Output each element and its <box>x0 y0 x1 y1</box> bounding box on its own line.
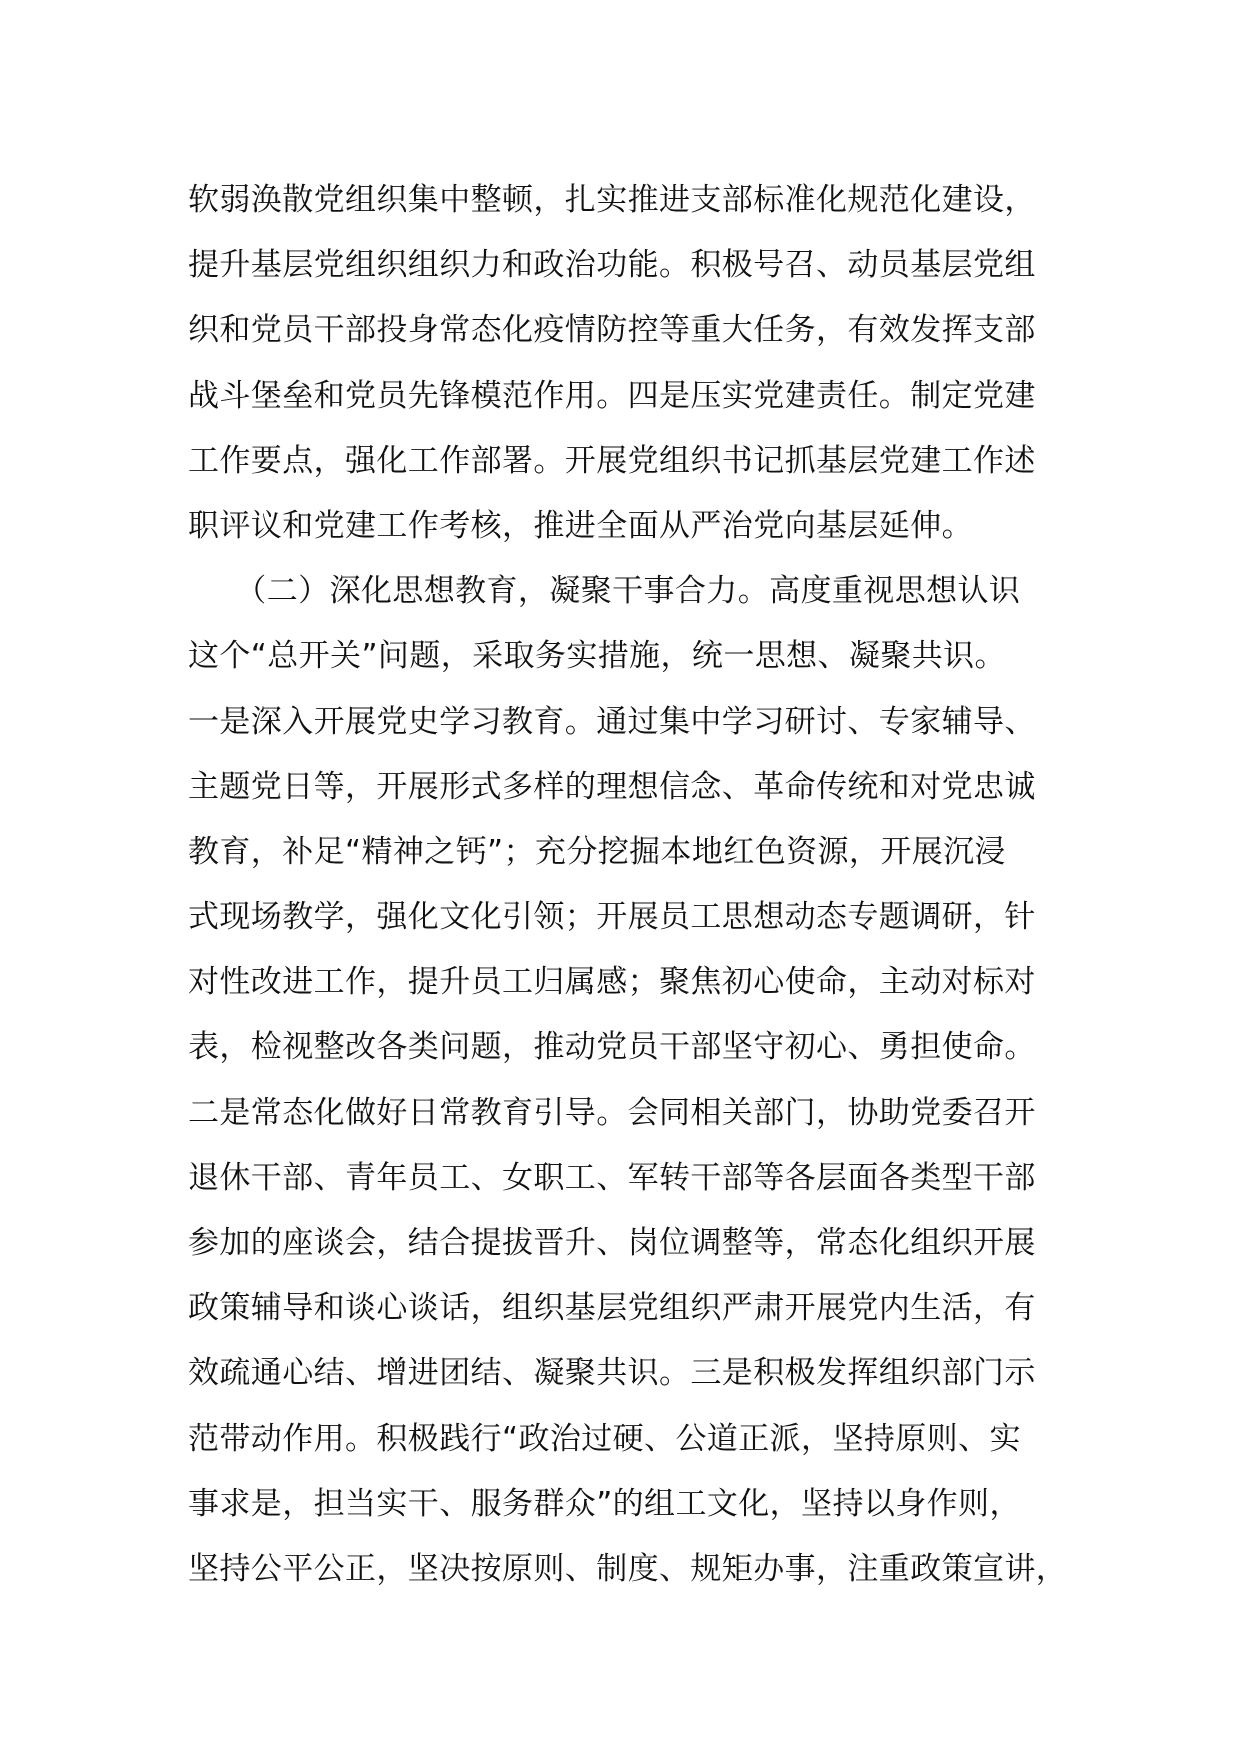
text-line: 效疏通心结、增进团结、凝聚共识。三是积极发挥组织部门示 <box>188 1355 1036 1392</box>
text-line: 对性改进工作，提升员工归属感；聚焦初心使命，主动对标对 <box>188 964 1036 1001</box>
text-line: 战斗堡垒和党员先锋模范作用。四是压实党建责任。制定党建 <box>188 377 1036 414</box>
text-line: 一是深入开展党史学习教育。通过集中学习研讨、专家辅导、 <box>188 703 1036 740</box>
text-line: 参加的座谈会，结合提拔晋升、岗位调整等，常态化组织开展 <box>188 1225 1036 1261</box>
text-line: 二是常态化做好日常教育引导。会同相关部门，协助党委召开 <box>188 1094 1036 1131</box>
text-line: 这个“总开关”问题，采取务实措施，统一思想、凝聚共识。 <box>188 638 1006 675</box>
text-line: 主题党日等，开展形式多样的理想信念、革命传统和对党忠诚 <box>188 768 1036 805</box>
text-line: 职评议和党建工作考核，推进全面从严治党向基层延伸。 <box>188 507 973 544</box>
text-line: 织和党员干部投身常态化疫情防控等重大任务，有效发挥支部 <box>188 312 1036 349</box>
text-line: 退休干部、青年员工、女职工、军转干部等各层面各类型干部 <box>188 1159 1036 1196</box>
text-line: 提升基层党组织组织力和政治功能。积极号召、动员基层党组 <box>188 247 1036 284</box>
text-line: 工作要点，强化工作部署。开展党组织书记抓基层党建工作述 <box>188 442 1036 479</box>
text-line: 事求是，担当实干、服务群众”的组工文化，坚持以身作则， <box>188 1485 1021 1522</box>
text-line: 表，检视整改各类问题，推动党员干部坚守初心、勇担使命。 <box>188 1029 1036 1066</box>
text-line: 软弱涣散党组织集中整顿，扎实推进支部标准化规范化建设， <box>188 182 1036 218</box>
text-line: 教育，补足“精神之钙”；充分挖掘本地红色资源，开展沉浸 <box>188 833 1006 870</box>
text-line: 坚持公平公正，坚决按原则、制度、规矩办事，注重政策宣讲， <box>188 1550 1068 1587</box>
text-line: （二）深化思想教育，凝聚干事合力。高度重视思想认识 <box>188 573 1021 610</box>
body-text <box>188 168 1088 1602</box>
text-line: 政策辅导和谈心谈话，组织基层党组织严肃开展党内生活，有 <box>188 1290 1036 1327</box>
text-line: 式现场教学，强化文化引领；开展员工思想动态专题调研，针 <box>188 899 1036 936</box>
text-line: 范带动作用。积极践行“政治过硬、公道正派，坚持原则、实 <box>188 1420 1021 1457</box>
